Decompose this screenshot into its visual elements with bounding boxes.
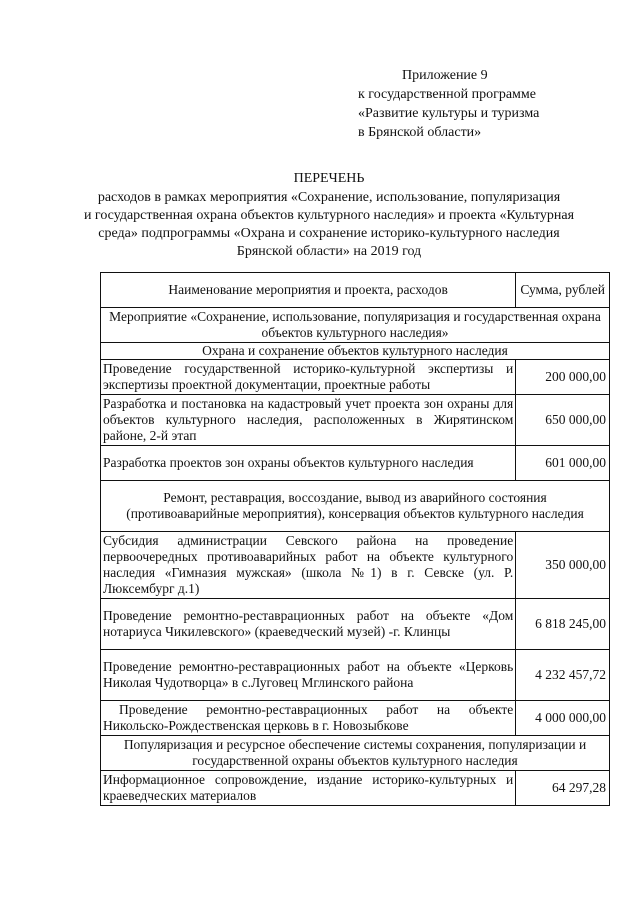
table-row [101, 771, 610, 806]
row-sum: 64 297,28 [516, 771, 610, 806]
document-heading [40, 170, 618, 261]
section-row [101, 308, 610, 343]
table-row [101, 701, 610, 736]
column-header-sum: Сумма, рублей [516, 273, 610, 308]
row-sum: 650 000,00 [516, 395, 610, 446]
row-name: Проведение ремонтно-реставрационных работ на объекте «Дом нотариуса Чикилевского» (краеведческий музей) -г. Клинцы [101, 599, 516, 650]
table-row [101, 446, 610, 481]
section-row [101, 736, 610, 771]
section-measure: Мероприятие «Сохранение, использование, популяризация и государственная охрана объектов культурного наследия» [101, 308, 610, 343]
table-header-row [101, 273, 610, 308]
expenses-table [100, 272, 610, 806]
row-sum: 4 232 457,72 [516, 650, 610, 701]
section-protection: Охрана и сохранение объектов культурного наследия [101, 343, 610, 360]
row-name: Субсидия администрации Севского района на проведение первоочередных противоаварийных работ на объекте культурного наследия «Гимназия мужская» (школа №1) в г. Севске (ул. Р. Люксембург д.1) [101, 532, 516, 599]
row-name: Проведение ремонтно-реставрационных работ на объекте «Церковь Николая Чудотворца» в с.Луговец Мглинского района [101, 650, 516, 701]
row-sum: 4 000 000,00 [516, 701, 610, 736]
row-name: Разработка проектов зон охраны объектов культурного наследия [101, 446, 516, 481]
table-row [101, 360, 610, 395]
document-subtitle-line: Брянской области» на 2019 год [236, 244, 422, 259]
table-row [101, 532, 610, 599]
section-popularization: Популяризация и ресурсное обеспечение системы сохранения, популяризации и государственной охраны объектов культурного наследия [101, 736, 610, 771]
document-subtitle-line: и государственная охрана объектов культурного наследия» и проекта «Культурная [83, 208, 575, 223]
document-subtitle-line: расходов в рамках мероприятия «Сохранение, использование, популяризация [97, 190, 561, 205]
appendix-line: «Развитие культуры и туризма [358, 106, 540, 121]
row-name: Разработка и постановка на кадастровый учет проекта зон охраны для объектов культурного наследия, расположенных в Жирятинском районе, 2-й этап [101, 395, 516, 446]
row-sum: 601 000,00 [516, 446, 610, 481]
table-row [101, 650, 610, 701]
row-name: Проведение государственной историко-культурной экспертизы и экспертизы проектной документации, проектные работы [101, 360, 516, 395]
appendix-line: в Брянской области» [358, 125, 482, 140]
row-sum: 6 818 245,00 [516, 599, 610, 650]
row-name: Информационное сопровождение, издание историко-культурных и краеведческих материалов [101, 771, 516, 806]
section-repair: Ремонт, реставрация, воссоздание, вывод из аварийного состояния (противоаварийные мероприятия), консервация объектов культурного наследия [101, 481, 610, 532]
document-title: ПЕРЕЧЕНЬ [293, 171, 365, 186]
appendix-number: Приложение 9 [402, 68, 488, 83]
table-row [101, 599, 610, 650]
row-sum: 350 000,00 [516, 532, 610, 599]
section-row [101, 481, 610, 532]
document-subtitle-line: среда» подпрограммы «Охрана и сохранение историко-культурного наследия [98, 226, 560, 241]
appendix-block [358, 66, 539, 142]
appendix-line: к государственной программе [358, 87, 536, 102]
column-header-name: Наименование мероприятия и проекта, расходов [101, 273, 516, 308]
section-row [101, 343, 610, 360]
row-name: Проведение ремонтно-реставрационных работ на объекте Никольско-Рождественская церковь в г. Новозыбкове [101, 701, 516, 736]
row-sum: 200 000,00 [516, 360, 610, 395]
table-row [101, 395, 610, 446]
